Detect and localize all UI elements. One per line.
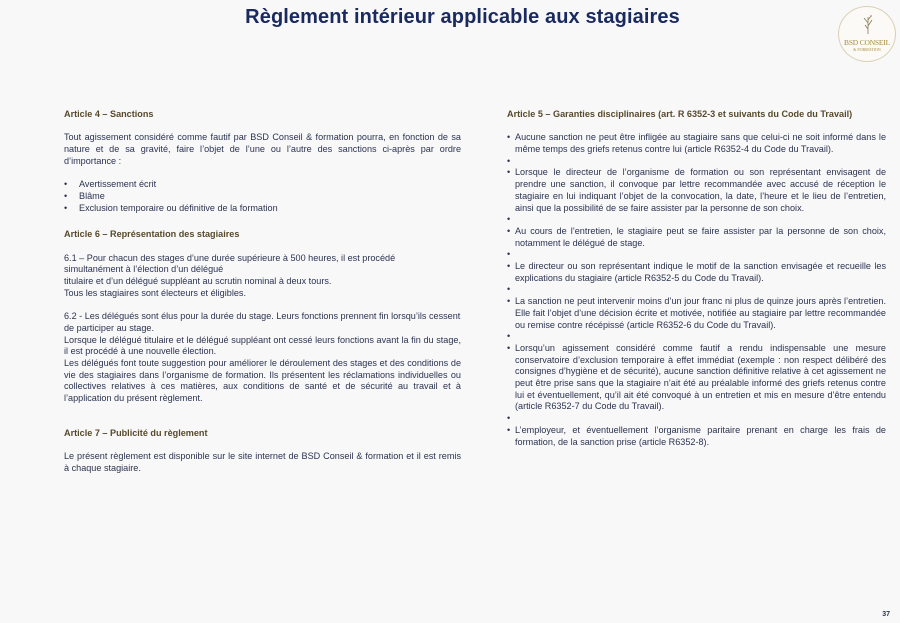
list-item: • Le directeur ou son représentant indique le motif de la sanction envisagée et recueille les explications du stagiaire (article R6352-5 du Code du Travail). — [507, 261, 886, 284]
right-column — [507, 109, 886, 448]
article-4-heading: Article 4 – Sanctions — [64, 109, 154, 119]
page-title: Règlement intérieur applicable aux stagiaires — [245, 6, 680, 28]
left-column — [64, 109, 461, 475]
article-5-heading: Article 5 – Garanties disciplinaires (art. R 6352-3 et suivants du Code du Travail) — [507, 109, 853, 119]
plant-sketch-icon — [861, 13, 875, 35]
article-6-p4: Les délégués font toute suggestion pour améliorer le déroulement des stages et des conditions de vie des stagiaires dans l’organisme de formation. Ils présentent les réclamations individuelles ou collectives relatives à ces matières, aux conditions de santé et de sécurité au travail et à l’application du présent règlement. — [64, 358, 461, 404]
article-6-p1 — [64, 253, 461, 300]
article-6-p3: Lorsque le délégué titulaire et le délégué suppléant ont cessé leurs fonctions avant la fin du stage, il est procédé à une nouvelle élection. — [64, 334, 461, 357]
article-6-heading: Article 6 – Représentation des stagiaires — [64, 229, 240, 240]
page-number: 37 — [882, 611, 890, 618]
list-item: • Lorsqu’un agissement considéré comme fautif a rendu indispensable une mesure conservatoire d’exclusion temporaire à effet immédiat (exemple : non respect délibéré des consignes d’hygiène et de sécurité), aucune sanction définitive relative à cet agissement ne peut être prise sans que la stagiaire n’ait été au préalable informé des griefs retenus contre lui et éventuellement, qu’il ait été convoqué à un entretien et mis en mesure d’être entendu (article R6352-7 du Code du Travail). — [507, 343, 886, 413]
list-item: • L’employeur, et éventuellement l’organisme paritaire prenant en charge les frais de formation, de la sanction prise (article R6352-8). — [507, 425, 886, 448]
empty-bullet — [507, 249, 886, 261]
article-4-intro: Tout agissement considéré comme fautif par BSD Conseil & formation pourra, en fonction de sa nature et de sa gravité, faire l’objet de l’une ou l’autre des sanctions ci-après par ordre d’importance : — [64, 132, 461, 166]
empty-bullet — [507, 413, 886, 425]
article-6-p2: 6.2 - Les délégués sont élus pour la durée du stage. Leurs fonctions prennent fin lorsqu’ils cessent de participer au stage. — [64, 311, 461, 333]
logo-line1: BSD CONSEIL — [844, 37, 890, 47]
text-line: simultanément à l’élection d’un délégué — [64, 264, 224, 275]
empty-bullet — [507, 156, 886, 168]
list-item: • Avertissement écrit — [64, 179, 461, 191]
empty-bullet — [507, 331, 886, 343]
article-7-heading: Article 7 – Publicité du règlement — [64, 427, 208, 438]
text-line: titulaire et d’un délégué suppléant au scrutin nominal à deux tours. — [64, 276, 332, 287]
empty-bullet — [507, 214, 886, 226]
list-item: • Exclusion temporaire ou définitive de la formation — [64, 203, 461, 215]
list-item: • Blâme — [64, 191, 461, 203]
guarantees-list — [507, 132, 886, 448]
text-line: Tous les stagiaires sont électeurs et éligibles. — [64, 287, 246, 298]
company-logo — [838, 6, 896, 62]
text-line: 6.1 – Pour chacun des stages d’une durée supérieure à 500 heures, il est procédé — [64, 252, 396, 263]
empty-bullet — [507, 284, 886, 296]
sanctions-list — [64, 179, 461, 214]
article-7-text: Le présent règlement est disponible sur le site internet de BSD Conseil & formation et il est remis à chaque stagiaire. — [64, 451, 461, 473]
logo-line2: & FORMATION — [853, 47, 881, 52]
list-item: • Au cours de l’entretien, le stagiaire peut se faire assister par la personne de son choix, notamment le délégué de stage. — [507, 226, 886, 249]
list-item: • Aucune sanction ne peut être infligée au stagiaire sans que celui-ci ne soit informé dans le même temps des griefs retenus contre lui (article R6352-4 du Code du Travail). — [507, 132, 886, 155]
list-item: • La sanction ne peut intervenir moins d’un jour franc ni plus de quinze jours après l’entretien. Elle fait l’objet d’une décision écrite et motivée, notifiée au stagiaire par lettre recommandée ou remise contre récépissé (article R6352-6 du Code du Travail). — [507, 296, 886, 331]
list-item: • Lorsque le directeur de l’organisme de formation ou son représentant envisagent de prendre une sanction, il convoque par lettre recommandée avec accusé de réception le stagiaire en lui indiquant l’objet de la convocation, la date, l’heure et le lieu de l’entretien, ainsi que la possibilité de se faire assister par la personne de son choix. — [507, 167, 886, 214]
